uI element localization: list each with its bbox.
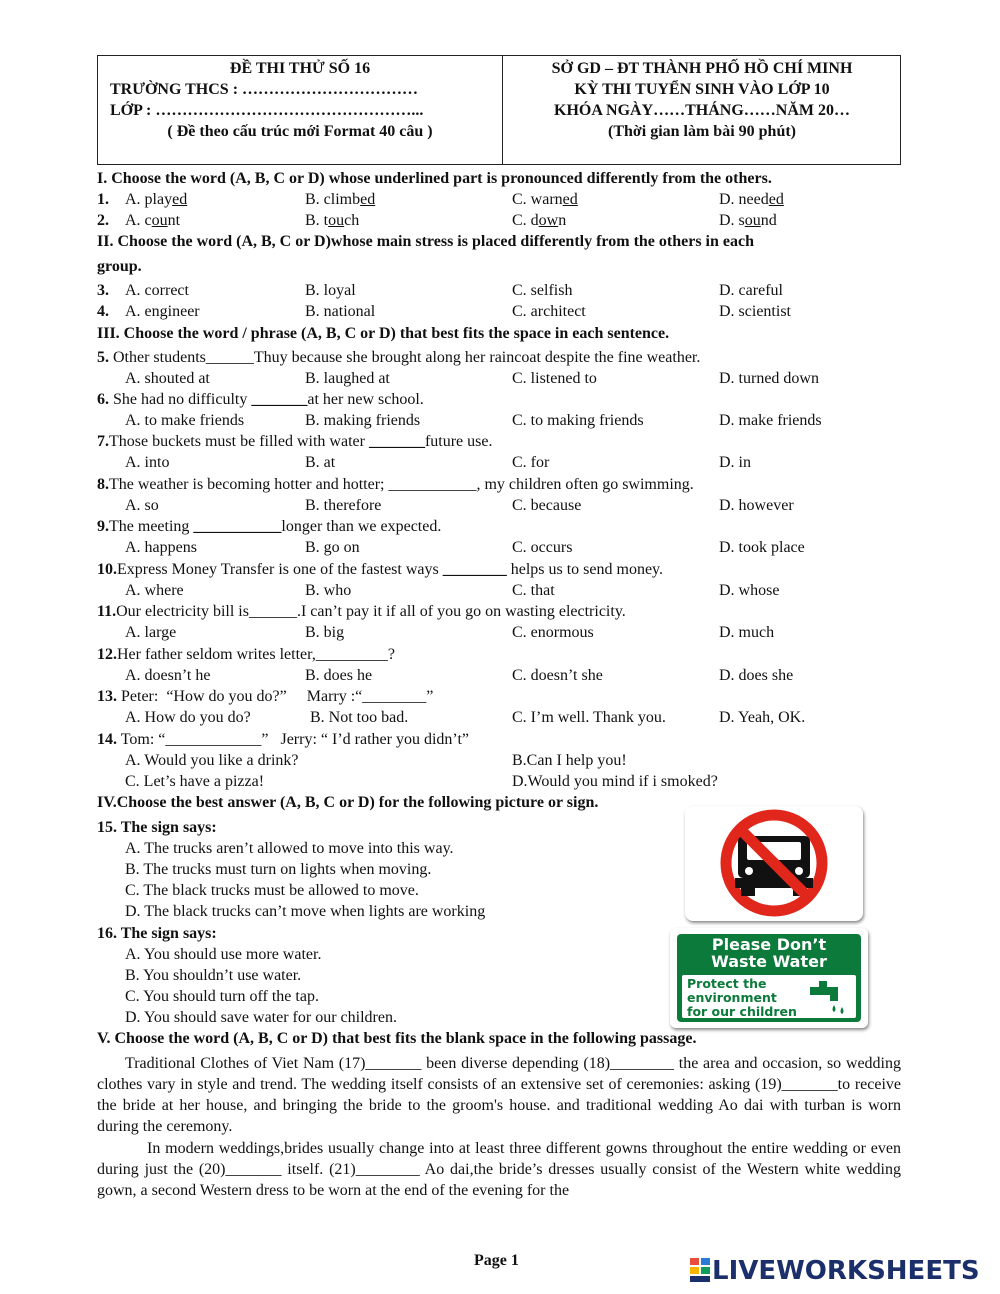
- format-note: ( Đề theo cấu trúc mới Format 40 câu ): [167, 123, 433, 140]
- question-3: 3.: [97, 282, 109, 299]
- section-2-heading: II. Choose the word (A, B, C or D)whose main stress is placed differently from the others in each: [97, 233, 754, 250]
- section-1-heading: I. Choose the word (A, B, C or D) whose underlined part is pronounced differently from the others.: [97, 170, 772, 187]
- question-14: 14. Tom: “____________” Jerry: “ I’d rather you didn’t”: [97, 731, 469, 748]
- q2-option-d[interactable]: D. sound: [719, 212, 777, 229]
- q4-option-b[interactable]: B. national: [305, 303, 376, 320]
- question-16: 16. The sign says:: [97, 925, 217, 942]
- q14-option-b[interactable]: B.Can I help you!: [512, 752, 627, 769]
- q7-option-b[interactable]: B. at: [305, 454, 336, 471]
- q14-option-c[interactable]: C. Let’s have a pizza!: [125, 773, 265, 790]
- question-15: 15. The sign says:: [97, 819, 217, 836]
- q11-option-c[interactable]: C. enormous: [512, 624, 594, 641]
- q15-option-a[interactable]: A. The trucks aren’t allowed to move into this way.: [125, 840, 454, 857]
- passage-paragraph-1: Traditional Clothes of Viet Nam (17)_______ been diverse depending (18)________ the area and occasion, so wedding clothes vary in style and trend. The wedding itself consists of an extensive set of ceremonies: asking (19)_______to receive the bride at her house, and bringing the bride to the groom's house. and traditional wedding Ao dai with turban is worn during the ceremony.: [97, 1055, 901, 1135]
- question-7: 7.Those buckets must be filled with water _______future use.: [97, 433, 493, 450]
- class-line: LỚP : …………………………………………...: [110, 102, 424, 119]
- q9-option-d[interactable]: D. took place: [719, 539, 805, 556]
- question-11: 11.Our electricity bill is______.I can’t pay it if all of you go on wasting electricity.: [97, 603, 626, 620]
- q2-option-a[interactable]: A. count: [125, 212, 181, 229]
- q15-option-c[interactable]: C. The black trucks must be allowed to move.: [125, 882, 419, 899]
- save-water-sign: [670, 928, 868, 1028]
- q7-option-c[interactable]: C. for: [512, 454, 550, 471]
- question-6: 6. She had no difficulty _______at her new school.: [97, 391, 424, 408]
- school-line: TRƯỜNG THCS : ……………………………: [110, 81, 419, 98]
- q9-option-b[interactable]: B. go on: [305, 539, 360, 556]
- sign-line-2: Waste Water: [711, 952, 827, 971]
- q7-option-d[interactable]: D. in: [719, 454, 751, 471]
- q5-option-d[interactable]: D. turned down: [719, 370, 819, 387]
- q14-option-d[interactable]: D.Would you mind if i smoked?: [512, 773, 718, 790]
- header-left: [98, 56, 503, 164]
- liveworksheets-logo: [690, 1256, 980, 1286]
- q13-option-d[interactable]: D. Yeah, OK.: [719, 709, 806, 726]
- q10-option-a[interactable]: A. where: [125, 582, 184, 599]
- question-number: 1.: [97, 191, 109, 208]
- q1-option-b[interactable]: B. climbed: [305, 191, 376, 208]
- q4-option-a[interactable]: A. engineer: [125, 303, 200, 320]
- q4-option-d[interactable]: D. scientist: [719, 303, 791, 320]
- no-trucks-sign: [685, 806, 863, 921]
- section-4-heading: IV.Choose the best answer (A, B, C or D) for the following picture or sign.: [97, 794, 599, 811]
- time-limit: (Thời gian làm bài 90 phút): [607, 123, 796, 140]
- q2-option-b[interactable]: B. touch: [305, 212, 360, 229]
- q4-option-c[interactable]: C. architect: [512, 303, 586, 320]
- q13-option-a[interactable]: A. How do you do?: [125, 709, 251, 726]
- q8-option-c[interactable]: C. because: [512, 497, 582, 514]
- department-title: SỞ GD – ĐT THÀNH PHỐ HỒ CHÍ MINH: [551, 60, 853, 77]
- q16-option-c[interactable]: C. You should turn off the tap.: [125, 988, 319, 1005]
- q16-option-a[interactable]: A. You should use more water.: [125, 946, 322, 963]
- q12-option-a[interactable]: A. doesn’t he: [125, 667, 211, 684]
- no-trucks-icon: [685, 806, 863, 921]
- question-10: 10.Express Money Transfer is one of the fastest ways ________ helps us to send money.: [97, 561, 664, 578]
- q16-option-d[interactable]: D. You should save water for our children.: [125, 1009, 397, 1026]
- q3-option-b[interactable]: B. loyal: [305, 282, 356, 299]
- q10-option-b[interactable]: B. who: [305, 582, 352, 599]
- exam-name: KỲ THI TUYỂN SINH VÀO LỚP 10: [574, 81, 830, 98]
- q10-option-d[interactable]: D. whose: [719, 582, 780, 599]
- q11-option-a[interactable]: A. large: [125, 624, 177, 641]
- q12-option-d[interactable]: D. does she: [719, 667, 794, 684]
- brand-text: LIVEWORKSHEETS: [712, 1256, 980, 1286]
- question-12: 12.Her father seldom writes letter,_________?: [97, 646, 395, 663]
- sign-line-3: Protect the: [687, 976, 767, 991]
- q13-option-b[interactable]: B. Not too bad.: [310, 709, 409, 726]
- exam-date: KHÓA NGÀY……THÁNG……NĂM 20…: [554, 102, 850, 119]
- q12-option-b[interactable]: B. does he: [305, 667, 373, 684]
- q15-option-d[interactable]: D. The black trucks can’t move when lights are working: [125, 903, 486, 920]
- exam-title: ĐỀ THI THỬ SỐ 16: [229, 60, 371, 77]
- q6-option-a[interactable]: A. to make friends: [125, 412, 245, 429]
- q2-option-c[interactable]: C. down: [512, 212, 567, 229]
- q8-option-d[interactable]: D. however: [719, 497, 794, 514]
- q12-option-c[interactable]: C. doesn’t she: [512, 667, 603, 684]
- q8-option-b[interactable]: B. therefore: [305, 497, 382, 514]
- q1-option-a[interactable]: A. played: [125, 191, 188, 208]
- q1-option-d[interactable]: D. needed: [719, 191, 784, 208]
- passage-paragraph-2: In modern weddings,brides usually change into at least three different gowns throughout the entire wedding or even during just the (20)_______ itself. (21)________ Ao dai,the bride’s dresses usually consist of the Western white wedding gown, a second Western dress to be worn at the end of the evening for the: [97, 1140, 901, 1199]
- q6-option-c[interactable]: C. to making friends: [512, 412, 644, 429]
- question-8: 8.The weather is becoming hotter and hotter; ___________, my children often go swimming.: [97, 476, 694, 493]
- q8-option-a[interactable]: A. so: [125, 497, 159, 514]
- sign-line-1: Please Don’t: [711, 935, 827, 954]
- q5-option-c[interactable]: C. listened to: [512, 370, 597, 387]
- section-5-heading: V. Choose the word (A, B, C or D) that best fits the blank space in the following passage.: [97, 1030, 697, 1047]
- q5-option-b[interactable]: B. laughed at: [305, 370, 390, 387]
- q6-option-b[interactable]: B. making friends: [305, 412, 421, 429]
- question-5: 5. Other students______Thuy because she brought along her raincoat despite the fine weather.: [97, 349, 701, 366]
- q15-option-b[interactable]: B. The trucks must turn on lights when moving.: [125, 861, 432, 878]
- sign-line-4: environment: [687, 990, 777, 1005]
- sign-line-5: for our children: [687, 1004, 797, 1019]
- q3-option-d[interactable]: D. careful: [719, 282, 783, 299]
- question-2: 2.: [97, 212, 109, 229]
- q10-option-c[interactable]: C. that: [512, 582, 555, 599]
- brand-blocks-icon: [690, 1258, 712, 1282]
- section-3-heading: III. Choose the word / phrase (A, B, C or D) that best fits the space in each sentence.: [97, 325, 670, 342]
- q3-option-c[interactable]: C. selfish: [512, 282, 573, 299]
- header-table: [97, 55, 901, 165]
- q16-option-b[interactable]: B. You shouldn’t use water.: [125, 967, 302, 984]
- q11-option-d[interactable]: D. much: [719, 624, 775, 641]
- q9-option-c[interactable]: C. occurs: [512, 539, 573, 556]
- section-2-heading-cont: group.: [97, 258, 142, 275]
- q7-option-a[interactable]: A. into: [125, 454, 170, 471]
- question-1: [97, 190, 109, 210]
- q11-option-b[interactable]: B. big: [305, 624, 345, 641]
- q6-option-d[interactable]: D. make friends: [719, 412, 822, 429]
- q13-option-c[interactable]: C. I’m well. Thank you.: [512, 709, 666, 726]
- question-13: 13. Peter: “How do you do?” Marry :“________”: [97, 688, 434, 705]
- tap-icon: [808, 979, 854, 1017]
- page-number: Page 1: [474, 1252, 519, 1269]
- question-4: 4.: [97, 303, 109, 320]
- q3-option-a[interactable]: A. correct: [125, 282, 189, 299]
- q1-option-c[interactable]: C. warned: [512, 191, 578, 208]
- question-9: 9.The meeting ___________longer than we expected.: [97, 518, 442, 535]
- q5-option-a[interactable]: A. shouted at: [125, 370, 210, 387]
- q9-option-a[interactable]: A. happens: [125, 539, 197, 556]
- header-right: [503, 58, 901, 142]
- q14-option-a[interactable]: A. Would you like a drink?: [125, 752, 299, 769]
